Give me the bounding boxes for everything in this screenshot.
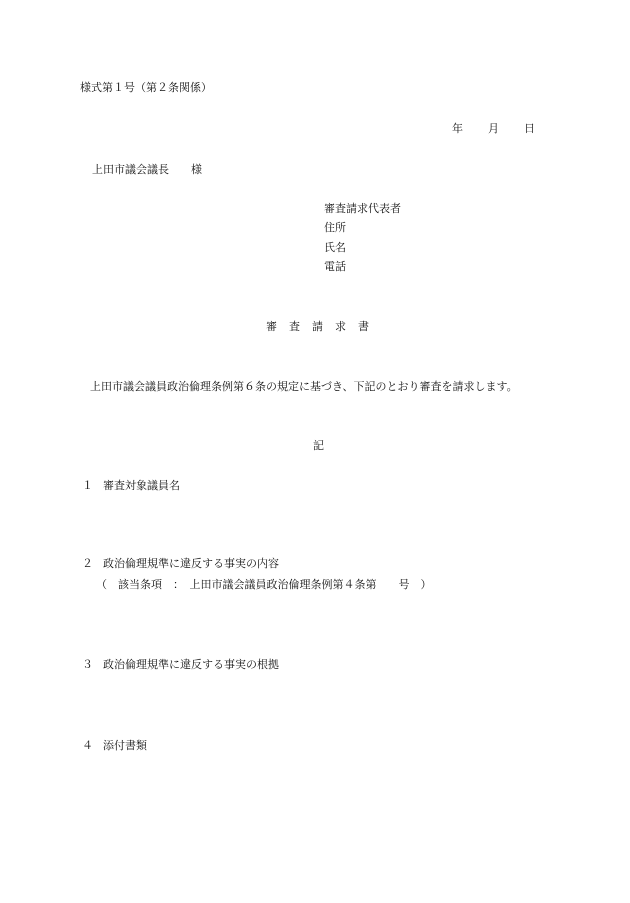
requester-address-label: 住所	[324, 221, 346, 234]
item-1-number: １	[82, 479, 93, 492]
date-year-label: 年	[452, 122, 463, 135]
applicable-clause: （ 該当条項 ： 上田市議会議員政治倫理条例第４条第 号 ）	[96, 578, 432, 591]
requester-phone-label: 電話	[324, 260, 346, 273]
document-title-char: 求	[335, 320, 346, 333]
addressee: 上田市議会議長 様	[92, 163, 202, 176]
form-label: 様式第１号（第２条関係）	[80, 81, 212, 94]
date-month-label: 月	[488, 122, 499, 135]
requester-title: 審査請求代表者	[324, 202, 401, 215]
item-3-label: 政治倫理規準に違反する事実の根拠	[103, 658, 279, 671]
item-3-number: ３	[82, 658, 93, 671]
item-4-label: 添付書類	[103, 739, 147, 752]
document-title-char: 請	[312, 320, 323, 333]
item-4-number: ４	[82, 739, 93, 752]
requester-name-label: 氏名	[324, 241, 346, 254]
item-2-number: ２	[82, 557, 93, 570]
document-title-char: 審	[266, 320, 277, 333]
item-2-label: 政治倫理規準に違反する事実の内容	[103, 557, 279, 570]
document-title-char: 書	[358, 320, 369, 333]
item-1-label: 審査対象議員名	[103, 479, 180, 492]
note-heading: 記	[313, 439, 324, 452]
body-text: 上田市議会議員政治倫理条例第６条の規定に基づき、下記のとおり審査を請求します。	[90, 380, 518, 393]
document-title	[266, 320, 369, 334]
date-day-label: 日	[524, 122, 535, 135]
document-title-char: 査	[289, 320, 300, 333]
